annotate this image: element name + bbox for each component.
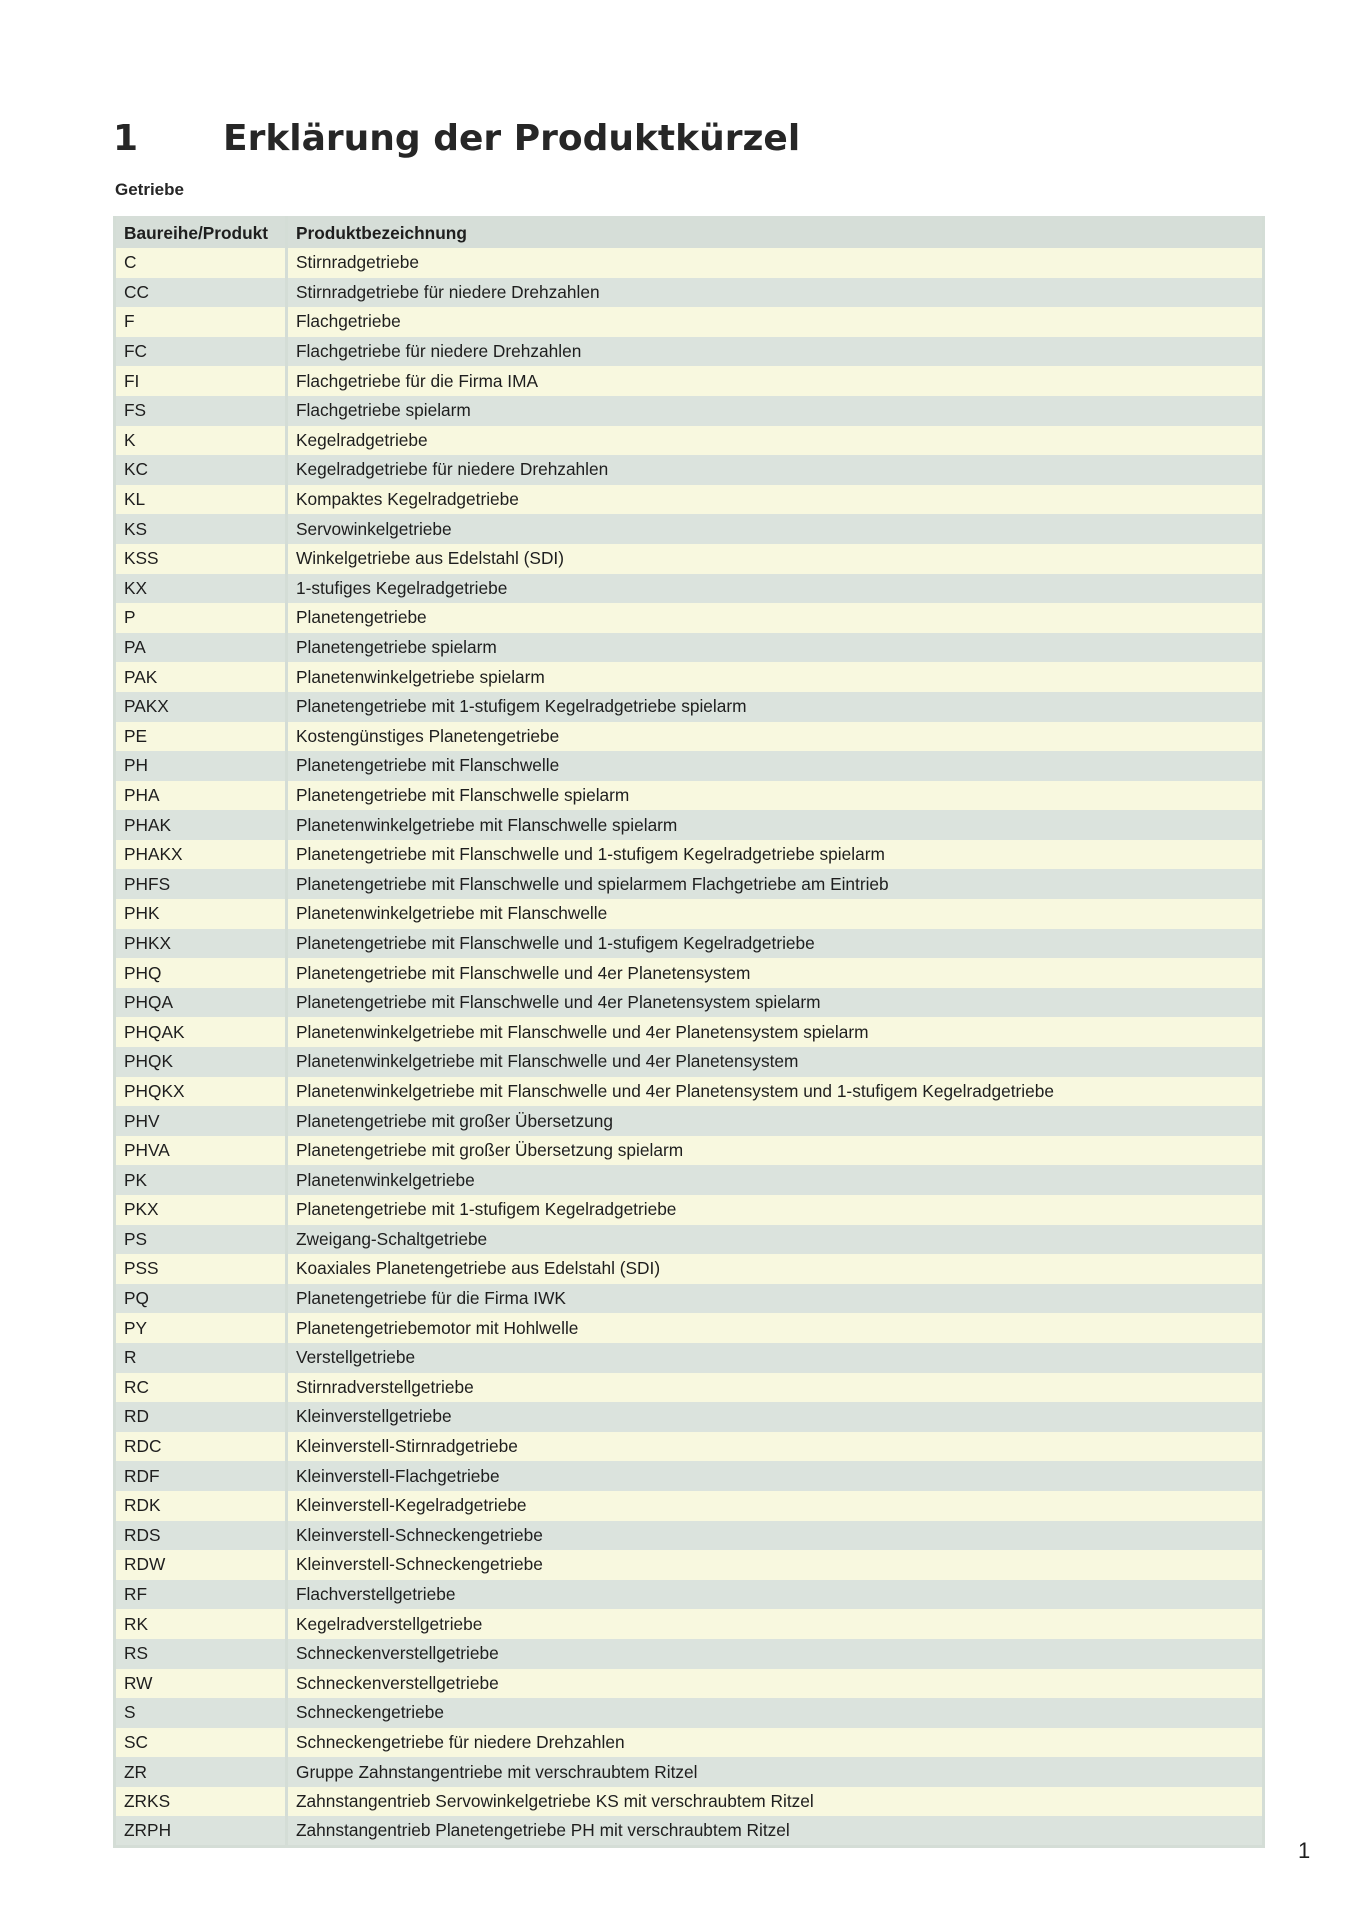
section-label: Getriebe	[115, 180, 184, 199]
product-code-cell: ZR	[115, 1757, 287, 1787]
product-code-cell: PA	[115, 633, 287, 663]
table-row	[115, 1816, 1264, 1847]
product-code-cell: PSS	[115, 1254, 287, 1284]
table-row	[115, 1609, 1264, 1639]
product-code-cell: S	[115, 1698, 287, 1728]
product-code-cell: KL	[115, 485, 287, 515]
table-row	[115, 1491, 1264, 1521]
table-row	[115, 1728, 1264, 1758]
product-code-cell: PAK	[115, 662, 287, 692]
product-description-cell: Zweigang-Schaltgetriebe	[287, 1225, 1264, 1255]
product-code-cell: PHQK	[115, 1047, 287, 1077]
column-header-description: Produktbezeichnung	[287, 216, 1264, 248]
table-row	[115, 1165, 1264, 1195]
table-row	[115, 899, 1264, 929]
product-description-cell: Kegelradgetriebe für niedere Drehzahlen	[287, 455, 1264, 485]
product-description-cell: Kompaktes Kegelradgetriebe	[287, 485, 1264, 515]
product-code-cell: CC	[115, 278, 287, 308]
product-code-cell: RW	[115, 1669, 287, 1699]
table-row	[115, 1254, 1264, 1284]
table-row	[115, 1550, 1264, 1580]
table-row	[115, 1343, 1264, 1373]
table-row	[115, 485, 1264, 515]
product-description-cell: Planetengetriebe mit Flanschwelle und 4er Planetensystem spielarm	[287, 988, 1264, 1018]
product-description-cell: Zahnstangentrieb Planetengetriebe PH mit verschraubtem Ritzel	[287, 1816, 1264, 1847]
product-description-cell: Schneckenverstellgetriebe	[287, 1639, 1264, 1669]
product-code-cell: PK	[115, 1165, 287, 1195]
product-code-cell: RDF	[115, 1461, 287, 1491]
table-row	[115, 1757, 1264, 1787]
product-description-cell: Kleinverstellgetriebe	[287, 1402, 1264, 1432]
product-description-cell: Planetengetriebe mit großer Übersetzung spielarm	[287, 1136, 1264, 1166]
table-row	[115, 1580, 1264, 1610]
table-row	[115, 544, 1264, 574]
table-header-row	[115, 216, 1264, 248]
product-description-cell: Planetenwinkelgetriebe	[287, 1165, 1264, 1195]
product-description-cell: Flachgetriebe	[287, 307, 1264, 337]
table-row	[115, 1313, 1264, 1343]
product-code-cell: PHQAK	[115, 1017, 287, 1047]
table-body	[115, 248, 1264, 1847]
table-row	[115, 662, 1264, 692]
table-row	[115, 1669, 1264, 1699]
product-description-cell: Flachgetriebe spielarm	[287, 396, 1264, 426]
table-row	[115, 722, 1264, 752]
product-description-cell: Planetenwinkelgetriebe mit Flanschwelle spielarm	[287, 810, 1264, 840]
product-code-cell: RC	[115, 1373, 287, 1403]
product-code-cell: PS	[115, 1225, 287, 1255]
table-row	[115, 514, 1264, 544]
product-description-cell: Planetengetriebemotor mit Hohlwelle	[287, 1313, 1264, 1343]
table-row	[115, 810, 1264, 840]
product-description-cell: Winkelgetriebe aus Edelstahl (SDI)	[287, 544, 1264, 574]
product-description-cell: Planetengetriebe spielarm	[287, 633, 1264, 663]
product-code-cell: RDS	[115, 1521, 287, 1551]
product-description-cell: Planetenwinkelgetriebe mit Flanschwelle und 4er Planetensystem	[287, 1047, 1264, 1077]
table-row	[115, 1106, 1264, 1136]
product-description-cell: Kegelradverstellgetriebe	[287, 1609, 1264, 1639]
product-description-cell: Servowinkelgetriebe	[287, 514, 1264, 544]
product-code-cell: RDW	[115, 1550, 287, 1580]
product-code-cell: PHVA	[115, 1136, 287, 1166]
product-description-cell: Stirnradgetriebe	[287, 248, 1264, 278]
product-code-cell: PHK	[115, 899, 287, 929]
table-row	[115, 1787, 1264, 1817]
product-code-cell: KC	[115, 455, 287, 485]
table-row	[115, 633, 1264, 663]
table-row	[115, 426, 1264, 456]
product-description-cell: Zahnstangentrieb Servowinkelgetriebe KS mit verschraubtem Ritzel	[287, 1787, 1264, 1817]
table-row	[115, 248, 1264, 278]
page-number: 1	[1298, 1838, 1311, 1863]
product-code-cell: PHA	[115, 781, 287, 811]
product-code-cell: PKX	[115, 1195, 287, 1225]
product-description-cell: Planetenwinkelgetriebe mit Flanschwelle und 4er Planetensystem spielarm	[287, 1017, 1264, 1047]
product-code-cell: PHKX	[115, 929, 287, 959]
table-row	[115, 574, 1264, 604]
product-code-cell: PHQKX	[115, 1077, 287, 1107]
product-description-cell: Planetengetriebe mit Flanschwelle	[287, 751, 1264, 781]
product-code-table	[113, 216, 1265, 1848]
product-description-cell: Schneckenverstellgetriebe	[287, 1669, 1264, 1699]
table-row	[115, 1225, 1264, 1255]
product-code-cell: P	[115, 603, 287, 633]
product-description-cell: Planetengetriebe mit 1-stufigem Kegelradgetriebe spielarm	[287, 692, 1264, 722]
table-row	[115, 781, 1264, 811]
table-row	[115, 1432, 1264, 1462]
product-description-cell: Planetenwinkelgetriebe mit Flanschwelle	[287, 899, 1264, 929]
page-heading	[113, 114, 800, 164]
product-description-cell: Schneckengetriebe	[287, 1698, 1264, 1728]
table-row	[115, 1195, 1264, 1225]
table-row	[115, 1402, 1264, 1432]
product-code-cell: FI	[115, 366, 287, 396]
table-row	[115, 603, 1264, 633]
table-row	[115, 366, 1264, 396]
product-code-cell: PE	[115, 722, 287, 752]
product-code-cell: RDC	[115, 1432, 287, 1462]
product-code-cell: PHV	[115, 1106, 287, 1136]
product-description-cell: Flachgetriebe für die Firma IMA	[287, 366, 1264, 396]
product-description-cell: Flachverstellgetriebe	[287, 1580, 1264, 1610]
product-description-cell: Koaxiales Planetengetriebe aus Edelstahl (SDI)	[287, 1254, 1264, 1284]
product-description-cell: Kleinverstell-Flachgetriebe	[287, 1461, 1264, 1491]
table-row	[115, 1077, 1264, 1107]
table-row	[115, 840, 1264, 870]
table-row	[115, 958, 1264, 988]
table-row	[115, 1639, 1264, 1669]
product-description-cell: Planetengetriebe mit Flanschwelle und 4er Planetensystem	[287, 958, 1264, 988]
table-row	[115, 929, 1264, 959]
table-row	[115, 396, 1264, 426]
product-description-cell: Planetengetriebe	[287, 603, 1264, 633]
product-description-cell: Kleinverstell-Schneckengetriebe	[287, 1550, 1264, 1580]
heading-title: Erklärung der Produktkürzel	[223, 118, 801, 159]
table-row	[115, 988, 1264, 1018]
table-row	[115, 455, 1264, 485]
product-code-cell: PAKX	[115, 692, 287, 722]
table-row	[115, 1047, 1264, 1077]
product-code-cell: PHAK	[115, 810, 287, 840]
table-row	[115, 692, 1264, 722]
heading-number: 1	[113, 118, 139, 159]
product-description-cell: Planetenwinkelgetriebe mit Flanschwelle und 4er Planetensystem und 1-stufigem Kegelradgetriebe	[287, 1077, 1264, 1107]
product-description-cell: Schneckengetriebe für niedere Drehzahlen	[287, 1728, 1264, 1758]
product-description-cell: Stirnradgetriebe für niedere Drehzahlen	[287, 278, 1264, 308]
product-description-cell: Planetengetriebe mit Flanschwelle und 1-stufigem Kegelradgetriebe	[287, 929, 1264, 959]
product-description-cell: Planetengetriebe mit 1-stufigem Kegelradgetriebe	[287, 1195, 1264, 1225]
product-description-cell: Kegelradgetriebe	[287, 426, 1264, 456]
table-row	[115, 1136, 1264, 1166]
table-row	[115, 1284, 1264, 1314]
product-code-cell: RF	[115, 1580, 287, 1610]
product-code-cell: FC	[115, 337, 287, 367]
product-description-cell: Kleinverstell-Schneckengetriebe	[287, 1521, 1264, 1551]
product-description-cell: Flachgetriebe für niedere Drehzahlen	[287, 337, 1264, 367]
product-description-cell: Planetengetriebe mit Flanschwelle und spielarmem Flachgetriebe am Eintrieb	[287, 869, 1264, 899]
table-row	[115, 1461, 1264, 1491]
product-description-cell: Planetengetriebe mit Flanschwelle und 1-stufigem Kegelradgetriebe spielarm	[287, 840, 1264, 870]
product-code-cell: K	[115, 426, 287, 456]
product-code-cell: PH	[115, 751, 287, 781]
product-code-cell: PHQ	[115, 958, 287, 988]
product-description-cell: Planetengetriebe mit großer Übersetzung	[287, 1106, 1264, 1136]
product-code-cell: PHQA	[115, 988, 287, 1018]
table-row	[115, 1373, 1264, 1403]
product-description-cell: Gruppe Zahnstangentriebe mit verschraubtem Ritzel	[287, 1757, 1264, 1787]
product-description-cell: Planetenwinkelgetriebe spielarm	[287, 662, 1264, 692]
product-code-cell: FS	[115, 396, 287, 426]
product-description-cell: Stirnradverstellgetriebe	[287, 1373, 1264, 1403]
table-row	[115, 751, 1264, 781]
table-row	[115, 307, 1264, 337]
product-description-cell: Kleinverstell-Kegelradgetriebe	[287, 1491, 1264, 1521]
product-code-cell: C	[115, 248, 287, 278]
table-row	[115, 869, 1264, 899]
product-code-cell: KS	[115, 514, 287, 544]
product-code-cell: RD	[115, 1402, 287, 1432]
table-row	[115, 278, 1264, 308]
product-code-cell: PY	[115, 1313, 287, 1343]
product-code-cell: PHFS	[115, 869, 287, 899]
column-header-code: Baureihe/Produkt	[115, 216, 287, 248]
product-code-cell: KX	[115, 574, 287, 604]
product-description-cell: Planetengetriebe mit Flanschwelle spielarm	[287, 781, 1264, 811]
product-description-cell: 1-stufiges Kegelradgetriebe	[287, 574, 1264, 604]
product-code-cell: ZRPH	[115, 1816, 287, 1847]
product-code-cell: RDK	[115, 1491, 287, 1521]
product-description-cell: Kostengünstiges Planetengetriebe	[287, 722, 1264, 752]
product-code-cell: ZRKS	[115, 1787, 287, 1817]
table-row	[115, 337, 1264, 367]
product-description-cell: Kleinverstell-Stirnradgetriebe	[287, 1432, 1264, 1462]
table-row	[115, 1521, 1264, 1551]
product-code-cell: PHAKX	[115, 840, 287, 870]
table-row	[115, 1017, 1264, 1047]
product-code-cell: PQ	[115, 1284, 287, 1314]
product-code-cell: SC	[115, 1728, 287, 1758]
product-code-cell: RK	[115, 1609, 287, 1639]
product-description-cell: Planetengetriebe für die Firma IWK	[287, 1284, 1264, 1314]
product-code-cell: RS	[115, 1639, 287, 1669]
table-row	[115, 1698, 1264, 1728]
product-description-cell: Verstellgetriebe	[287, 1343, 1264, 1373]
product-code-cell: KSS	[115, 544, 287, 574]
product-code-cell: R	[115, 1343, 287, 1373]
product-code-cell: F	[115, 307, 287, 337]
